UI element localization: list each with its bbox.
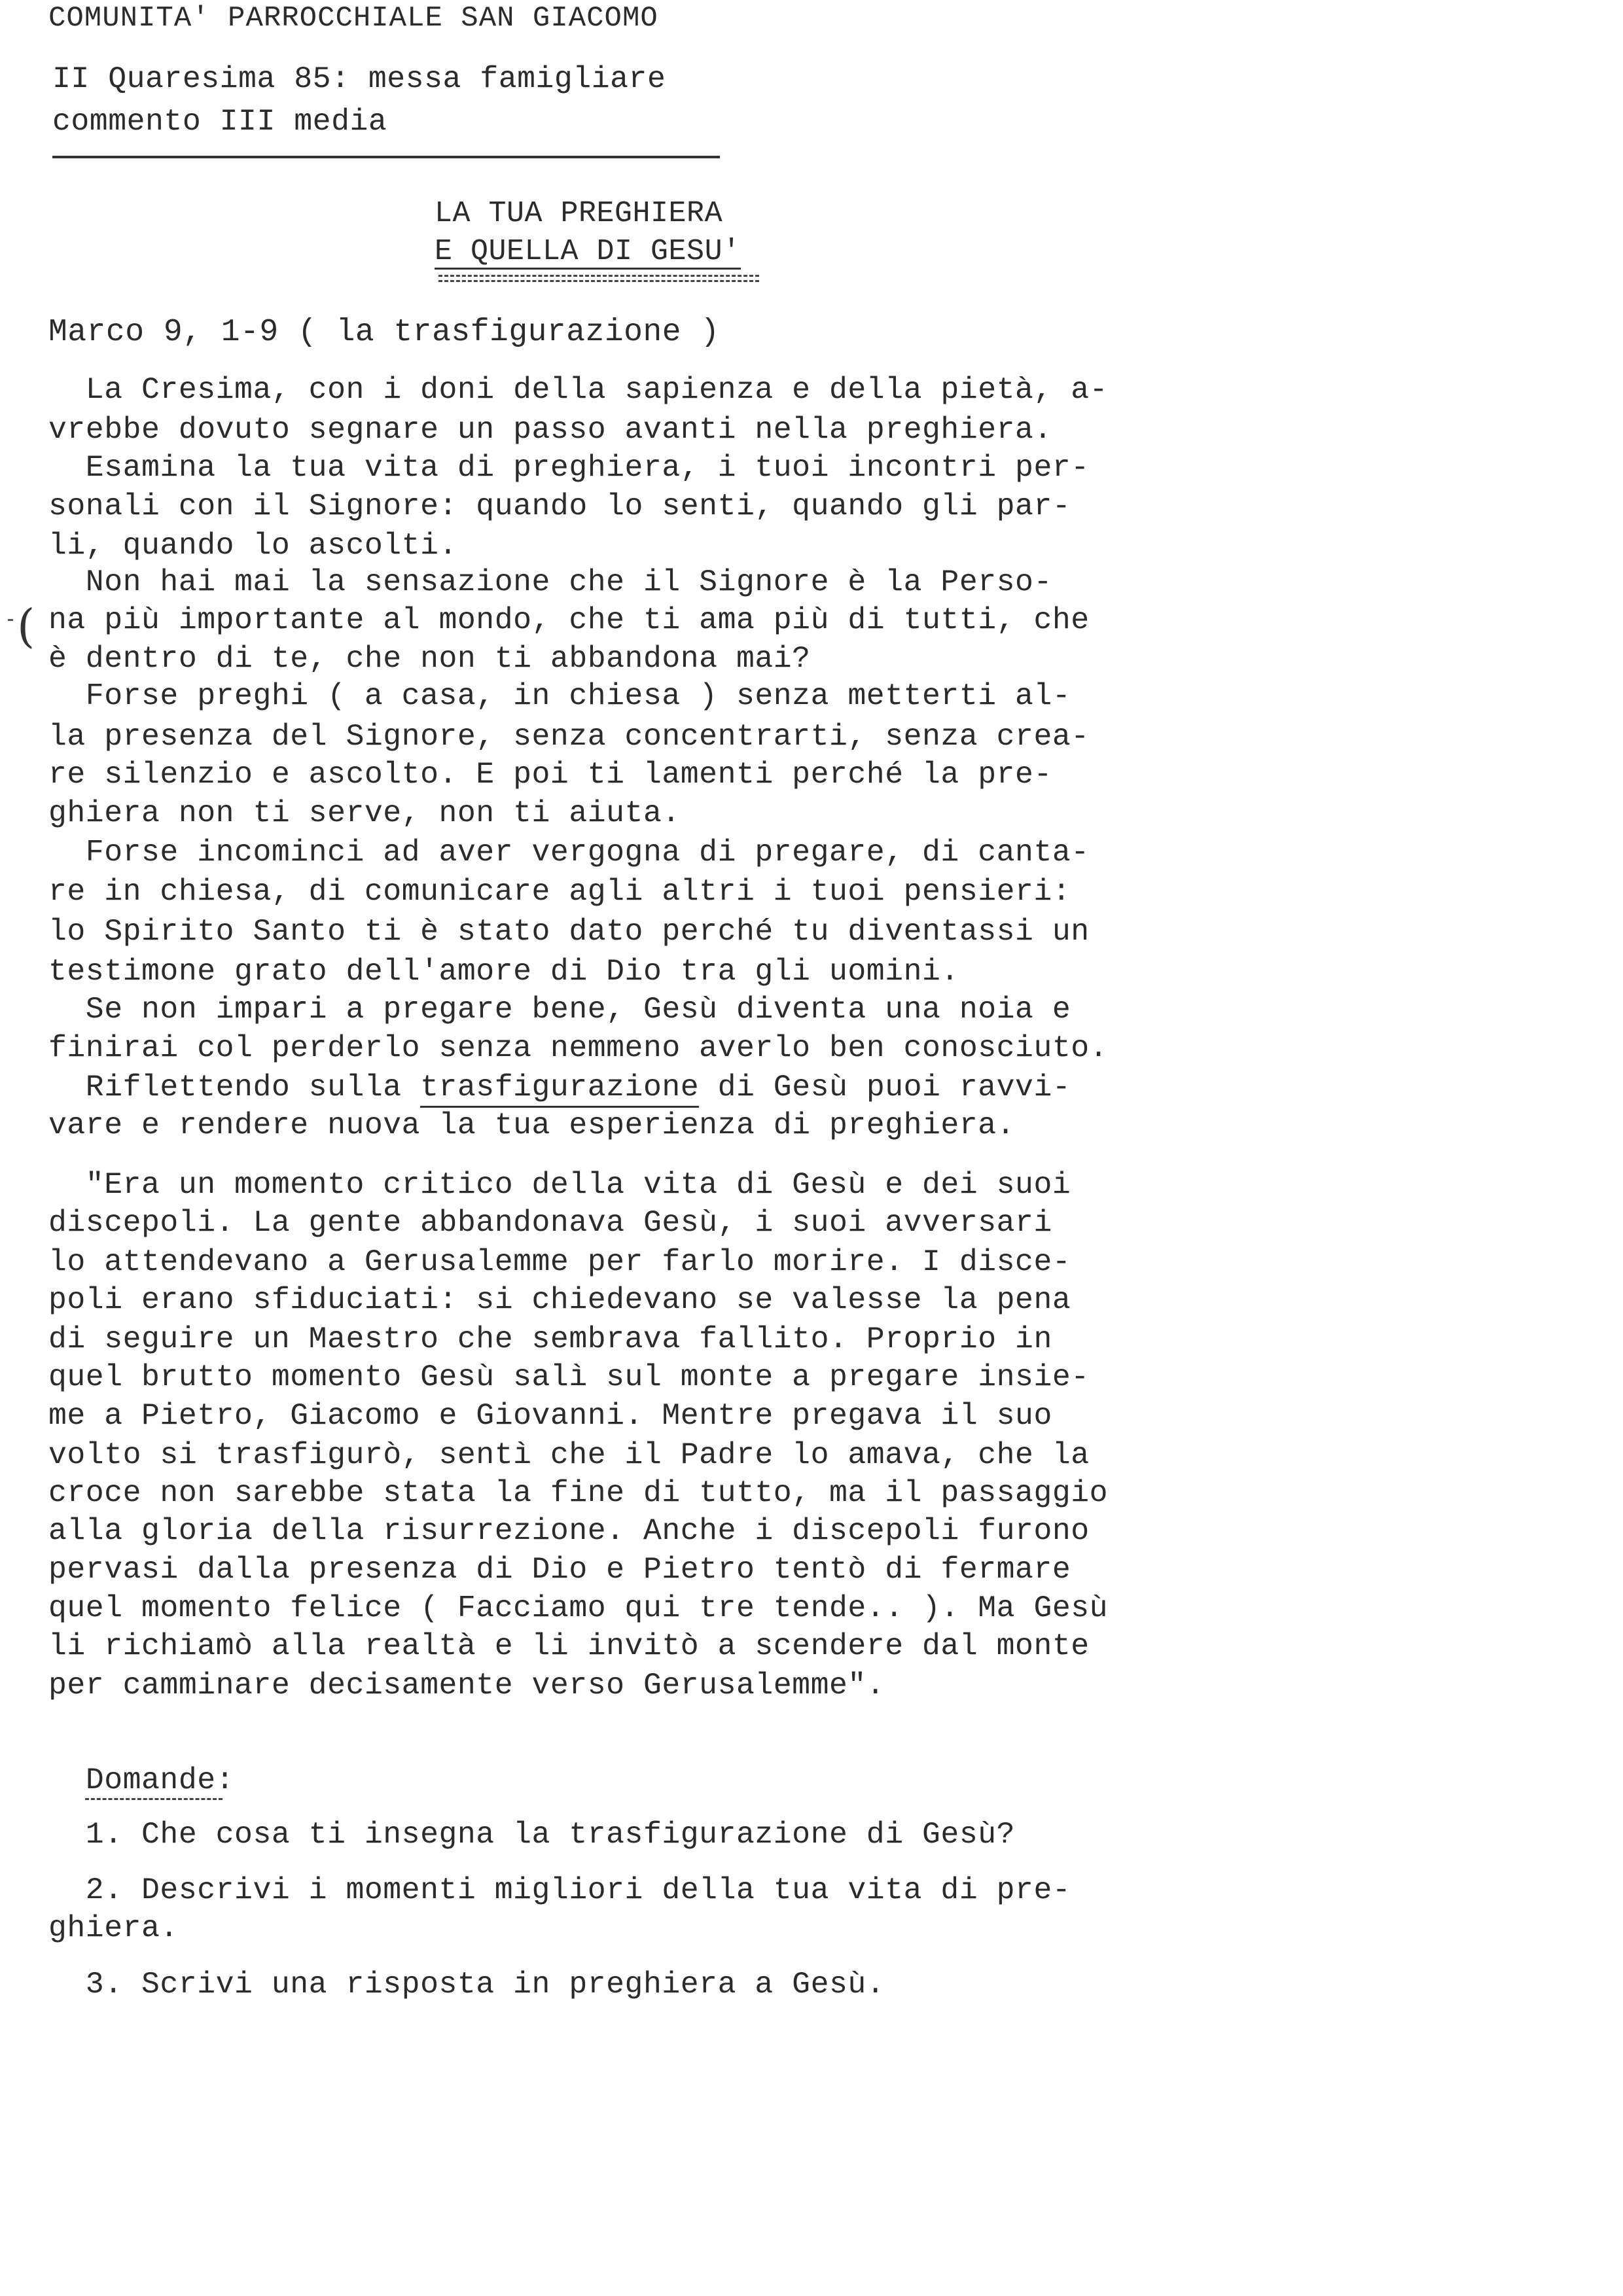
questions-heading-word: Domande — [85, 1763, 216, 1797]
quote-line: poli erano sfiduciati: si chiedevano se valesse la pena — [48, 1282, 1071, 1317]
questions-heading-colon: : — [215, 1763, 235, 1797]
quote-line: pervasi dalla presenza di Dio e Pietro tentò di fermare — [48, 1552, 1071, 1587]
quote-line: alla gloria della risurrezione. Anche i discepoli furono — [48, 1513, 1090, 1548]
quote-line: per camminare decisamente verso Gerusalemme". — [48, 1668, 885, 1703]
questions-heading — [48, 1765, 234, 1796]
question-item: 3. Scrivi una risposta in preghiera a Gesù. — [48, 1967, 885, 2002]
title-line-1: LA TUA PREGHIERA — [435, 197, 723, 230]
commentary-line: testimone grato dell'amore di Dio tra gli uomini. — [48, 954, 959, 989]
reflect-underlined-word: trasfigurazione — [420, 1070, 699, 1108]
title-double-rule-1 — [438, 275, 759, 277]
commentary-line: vrebbe dovuto segnare un passo avanti nella preghiera. — [48, 412, 1052, 447]
title-double-rule-2 — [438, 280, 759, 282]
question-item: ghiera. — [48, 1911, 179, 1945]
commentary-line-reflect — [48, 1072, 1071, 1103]
margin-tick — [8, 619, 13, 621]
margin-bracket-mark: ( — [17, 599, 35, 653]
commentary-line: ghiera non ti serve, non ti aiuta. — [48, 796, 681, 830]
quote-line: lo attendevano a Gerusalemme per farlo morire. I disce- — [48, 1245, 1071, 1279]
quote-line: li richiamò alla realtà e li invitò a scendere dal monte — [48, 1629, 1090, 1663]
question-item: 1. Che cosa ti insegna la trasfigurazione di Gesù? — [48, 1817, 1016, 1852]
commentary-line: Se non impari a pregare bene, Gesù diventa una noia e — [48, 992, 1071, 1027]
commentary-line: Forse preghi ( a casa, in chiesa ) senza metterti al- — [48, 679, 1071, 713]
commentary-line: Esamina la tua vita di preghiera, i tuoi incontri per- — [48, 450, 1090, 485]
reflect-text-before: Riflettendo sulla — [48, 1070, 421, 1104]
title-line-2: E QUELLA DI GESU' — [435, 235, 741, 268]
commentary-line: sonali con il Signore: quando lo senti, quando gli par- — [48, 489, 1071, 523]
header-rule — [52, 156, 720, 158]
commentary-line: la presenza del Signore, senza concentrarti, senza crea- — [48, 719, 1090, 754]
quote-line: quel brutto momento Gesù salì sul monte a pregare insie- — [48, 1360, 1090, 1394]
commentary-line: Non hai mai la sensazione che il Signore è la Perso- — [48, 565, 1052, 599]
commentary-line: è dentro di te, che non ti abbandona mai? — [48, 641, 811, 676]
quote-line: croce non sarebbe stata la fine di tutto, ma il passaggio — [48, 1475, 1109, 1510]
author-line: commento III media — [52, 104, 387, 139]
quote-line: discepoli. La gente abbandonava Gesù, i suoi avversari — [48, 1205, 1052, 1240]
commentary-line: Forse incominci ad aver vergogna di pregare, di canta- — [48, 835, 1090, 870]
commentary-line: re in chiesa, di comunicare agli altri i tuoi pensieri: — [48, 874, 1071, 909]
quote-line: me a Pietro, Giacomo e Giovanni. Mentre pregava il suo — [48, 1398, 1052, 1433]
commentary-line: La Cresima, con i doni della sapienza e della pietà, a- — [48, 372, 1109, 407]
quote-line: "Era un momento critico della vita di Gesù e dei suoi — [48, 1167, 1071, 1202]
reflect-text-after: di Gesù puoi ravvi- — [699, 1070, 1071, 1104]
quote-line: di seguire un Maestro che sembrava fallito. Proprio in — [48, 1322, 1052, 1356]
quote-line: volto si trasfigurò, sentì che il Padre lo amava, che la — [48, 1438, 1090, 1472]
occasion-line: II Quaresima 85: messa famigliare — [52, 62, 666, 96]
questions-heading-rule — [85, 1798, 223, 1800]
quote-line: quel momento felice ( Facciamo qui tre tende.. ). Ma Gesù — [48, 1591, 1109, 1625]
commentary-line: vare e rendere nuova la tua esperienza di preghiera. — [48, 1108, 1016, 1142]
commentary-line: na più importante al mondo, che ti ama più di tutti, che — [48, 603, 1090, 637]
question-item: 2. Descrivi i momenti migliori della tua vita di pre- — [48, 1873, 1071, 1907]
commentary-line: li, quando lo ascolti. — [48, 528, 457, 563]
commentary-line: finirai col perderlo senza nemmeno averlo ben conosciuto. — [48, 1031, 1109, 1065]
commentary-line: re silenzio e ascolto. E poi ti lamenti perché la pre- — [48, 757, 1052, 792]
parish-name: COMUNITA' PARROCCHIALE SAN GIACOMO — [48, 2, 658, 35]
reading-reference: Marco 9, 1-9 ( la trasfigurazione ) — [48, 315, 720, 350]
commentary-line: lo Spirito Santo ti è stato dato perché tu diventassi un — [48, 914, 1090, 949]
